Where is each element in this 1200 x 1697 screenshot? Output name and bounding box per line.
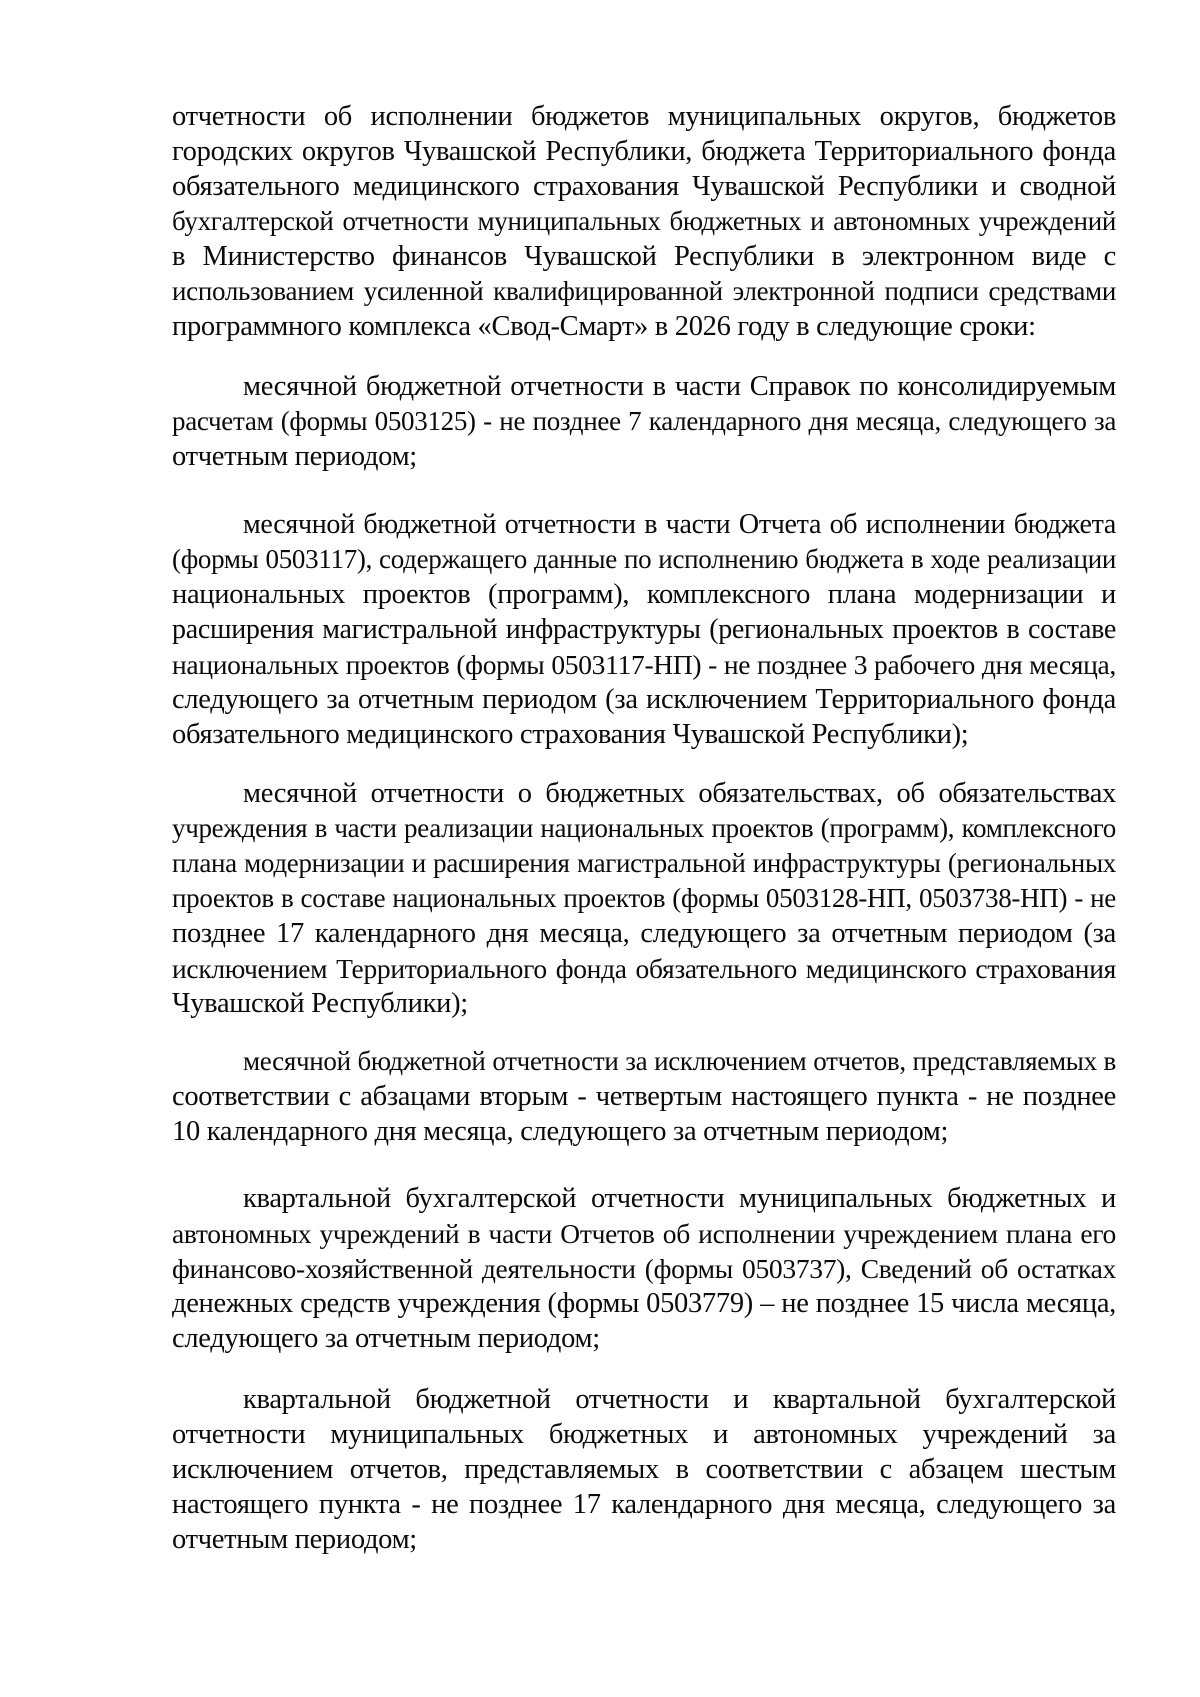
text-line: расширения магистральной инфраструктуры (региональных проектов в составе [172,614,1116,645]
text-line: Чувашской Республики); [172,988,468,1019]
text-line: месячной отчетности о бюджетных обязательствах, об обязательствах [243,778,1116,809]
text-line: следующего за отчетным периодом; [172,1323,600,1354]
text-line: обязательного медицинского страхования Чувашской Республики и сводной [172,171,1116,202]
paragraph-5 [172,1044,1116,1149]
text-line: учреждения в части реализации национальных проектов (программ), комплексного [172,813,1116,843]
text-line: квартальной бюджетной отчетности и квартальной бухгалтерской [243,1384,1116,1415]
text-line: позднее 17 календарного дня месяца, следующего за отчетным периодом (за [172,918,1116,949]
text-line: проектов в составе национальных проектов (формы 0503128-НП, 0503738-НП) - не [172,883,1116,913]
text-line: (формы 0503117), содержащего данные по исполнению бюджета в ходе реализации [172,544,1116,574]
text-line: настоящего пункта - не позднее 17 календарного дня месяца, следующего за [172,1489,1116,1520]
text-line: отчетным периодом; [172,1524,417,1555]
text-line: 10 календарного дня месяца, следующего за отчетным периодом; [172,1116,949,1147]
paragraph-1 [172,99,1116,344]
text-line: месячной бюджетной отчетности в части Справок по консолидируемым [243,371,1116,402]
text-line: соответствии с абзацами вторым - четвертым настоящего пункта - не позднее [172,1081,1116,1112]
text-line: расчетам (формы 0503125) - не позднее 7 календарного дня месяца, следующего за [172,406,1116,436]
text-line: следующего за отчетным периодом (за исключением Территориального фонда [172,684,1116,715]
text-line: отчетности муниципальных бюджетных и автономных учреждений за [172,1419,1116,1450]
paragraph-7 [172,1382,1116,1557]
text-line: отчетности об исполнении бюджетов муниципальных округов, бюджетов [172,101,1116,132]
text-line: бухгалтерской отчетности муниципальных бюджетных и автономных учреждений [172,206,1116,236]
text-line: программного комплекса «Свод-Смарт» в 2026 году в следующие сроки: [172,311,1036,342]
text-line: обязательного медицинского страхования Чувашской Республики); [172,719,969,750]
text-line: отчетным периодом; [172,441,417,472]
paragraph-3 [172,507,1116,752]
paragraph-6 [172,1181,1116,1356]
text-line: месячной бюджетной отчетности за исключением отчетов, представляемых в [243,1046,1116,1076]
text-line: исключением Территориального фонда обязательного медицинского страхования [172,953,1116,984]
text-line: квартальной бухгалтерской отчетности муниципальных бюджетных и [243,1183,1116,1214]
text-line: национальных проектов (формы 0503117-НП) - не позднее 3 рабочего дня месяца, [172,649,1116,680]
text-line: городских округов Чувашской Республики, бюджета Территориального фонда [172,136,1116,167]
text-line: автономных учреждений в части Отчетов об исполнении учреждением плана его [172,1218,1116,1249]
paragraph-2 [172,369,1116,474]
text-line: месячной бюджетной отчетности в части Отчета об исполнении бюджета [243,509,1116,540]
text-line: денежных средств учреждения (формы 0503779) – не позднее 15 числа месяца, [172,1288,1116,1319]
paragraph-4 [172,776,1116,1021]
text-line: в Министерство финансов Чувашской Республики в электронном виде с [172,241,1116,272]
text-line: национальных проектов (программ), комплексного плана модернизации и [172,579,1116,610]
text-line: финансово-хозяйственной деятельности (формы 0503737), Сведений об остатках [172,1253,1116,1284]
text-line: плана модернизации и расширения магистральной инфраструктуры (региональных [172,848,1116,878]
text-line: исключением отчетов, представляемых в соответствии с абзацем шестым [172,1454,1116,1485]
text-line: использованием усиленной квалифицированной электронной подписи средствами [172,276,1116,306]
